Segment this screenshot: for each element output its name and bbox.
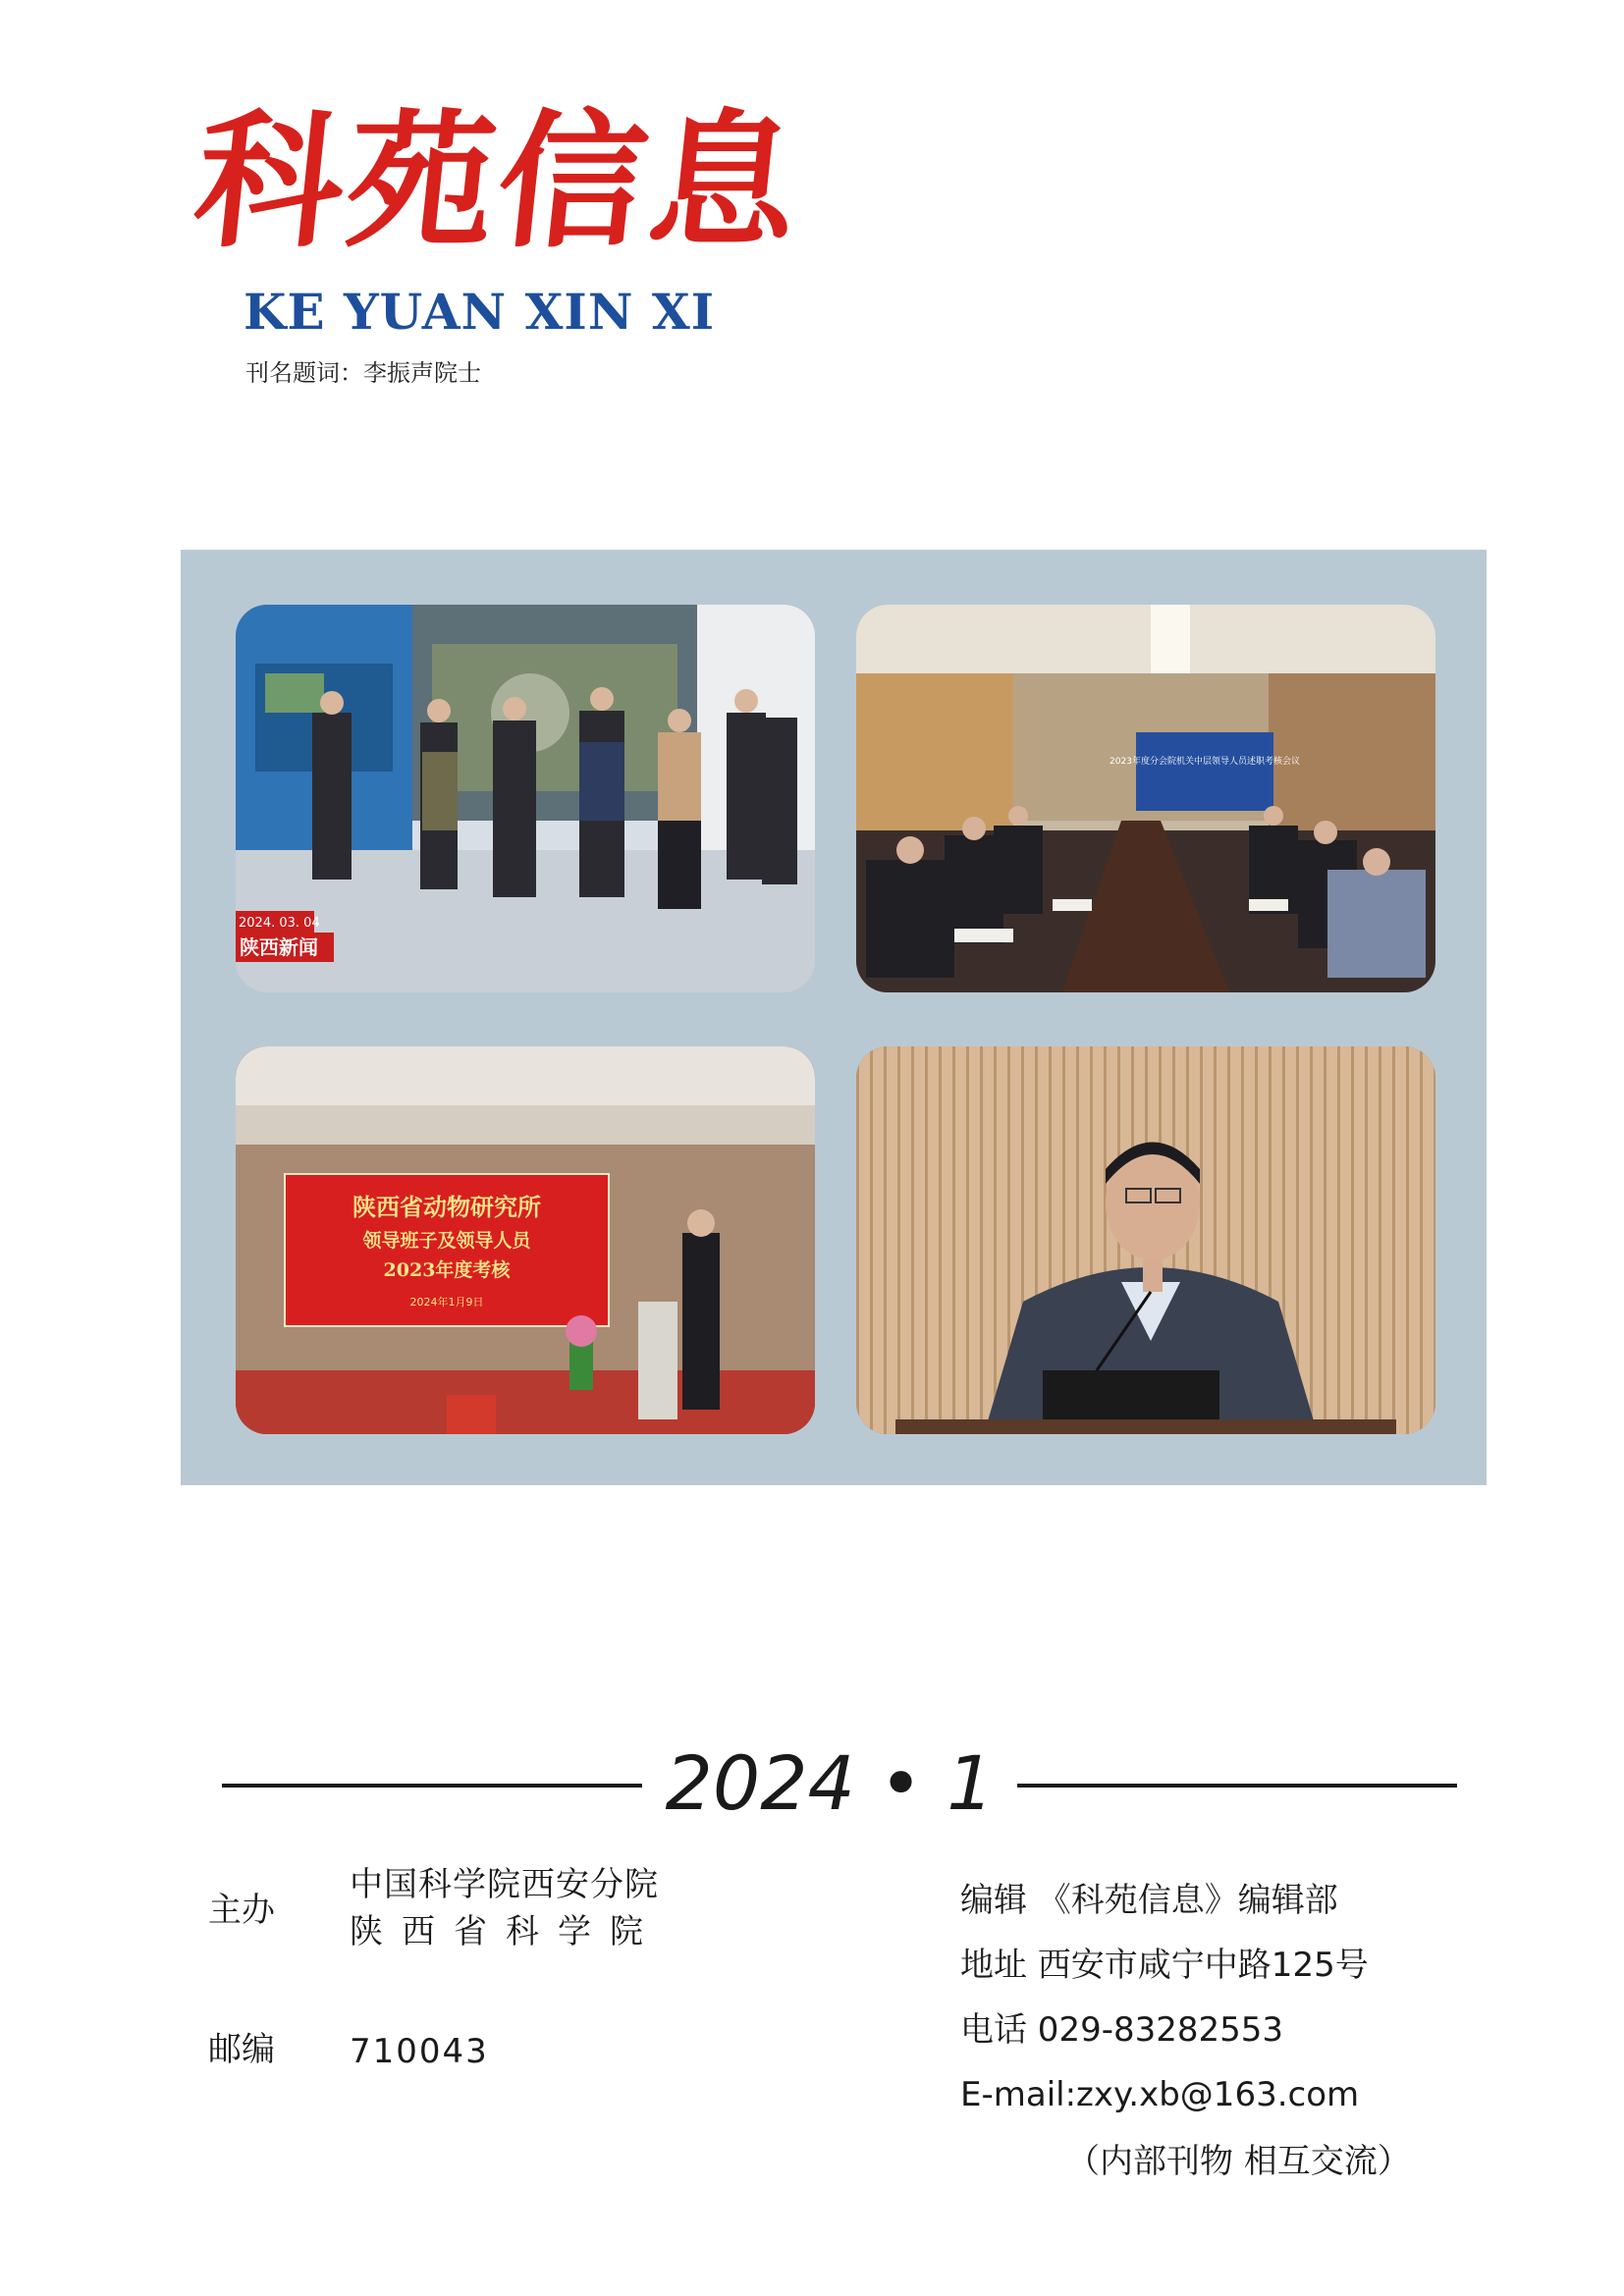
issue-rule-right	[1017, 1784, 1457, 1788]
photo-date-overlay: 2024. 03. 04	[239, 916, 320, 931]
photo-channel-overlay: 陕西新闻	[240, 935, 318, 959]
calligraphy-credit: 刊名题词：李振声院士	[245, 359, 481, 387]
meeting-screen-text: 2023年度分会院机关中层领导人员述职考核会议	[1110, 757, 1300, 767]
photo-speaker	[856, 1046, 1435, 1434]
screen-title: 陕西省动物研究所	[352, 1193, 541, 1221]
masthead-pinyin: KE YUAN XIN XI	[244, 283, 716, 341]
zip-code: 710043	[350, 2032, 489, 2071]
sponsor-line2: 陕西省科学院	[350, 1912, 662, 1951]
issue-rule-left	[222, 1784, 642, 1788]
screen-date: 2024年1月9日	[409, 1296, 484, 1308]
photo-assessment-meeting	[236, 1046, 815, 1434]
zip-label: 邮编	[208, 2030, 275, 2069]
email-line[interactable]: E-mail:zxy.xb@163.com	[960, 2075, 1360, 2114]
screen-line2: 领导班子及领导人员	[362, 1230, 531, 1252]
photo-meeting-room	[856, 605, 1435, 992]
phone-line: 电话 029-83282553	[960, 2010, 1284, 2050]
circulation-note: （内部刊物 相互交流）	[1066, 2142, 1411, 2181]
sponsor-label: 主办	[208, 1891, 275, 1930]
address-line: 地址 西安市咸宁中路125号	[960, 1946, 1369, 1985]
photo-speaker-image	[856, 1046, 1435, 1434]
photo-assessment-meeting-image	[236, 1046, 815, 1434]
sponsor-line1: 中国科学院西安分院	[350, 1865, 659, 1904]
photo-exhibition-visit-image	[236, 605, 815, 992]
editor-line: 编辑 《科苑信息》编辑部	[960, 1881, 1338, 1920]
photo-exhibition-visit	[236, 605, 815, 992]
screen-line3: 2023年度考核	[383, 1259, 511, 1281]
photo-meeting-room-image	[856, 605, 1435, 992]
issue-number: 2024 • 1	[665, 1739, 995, 1827]
masthead-title: 科苑信息	[187, 95, 811, 268]
